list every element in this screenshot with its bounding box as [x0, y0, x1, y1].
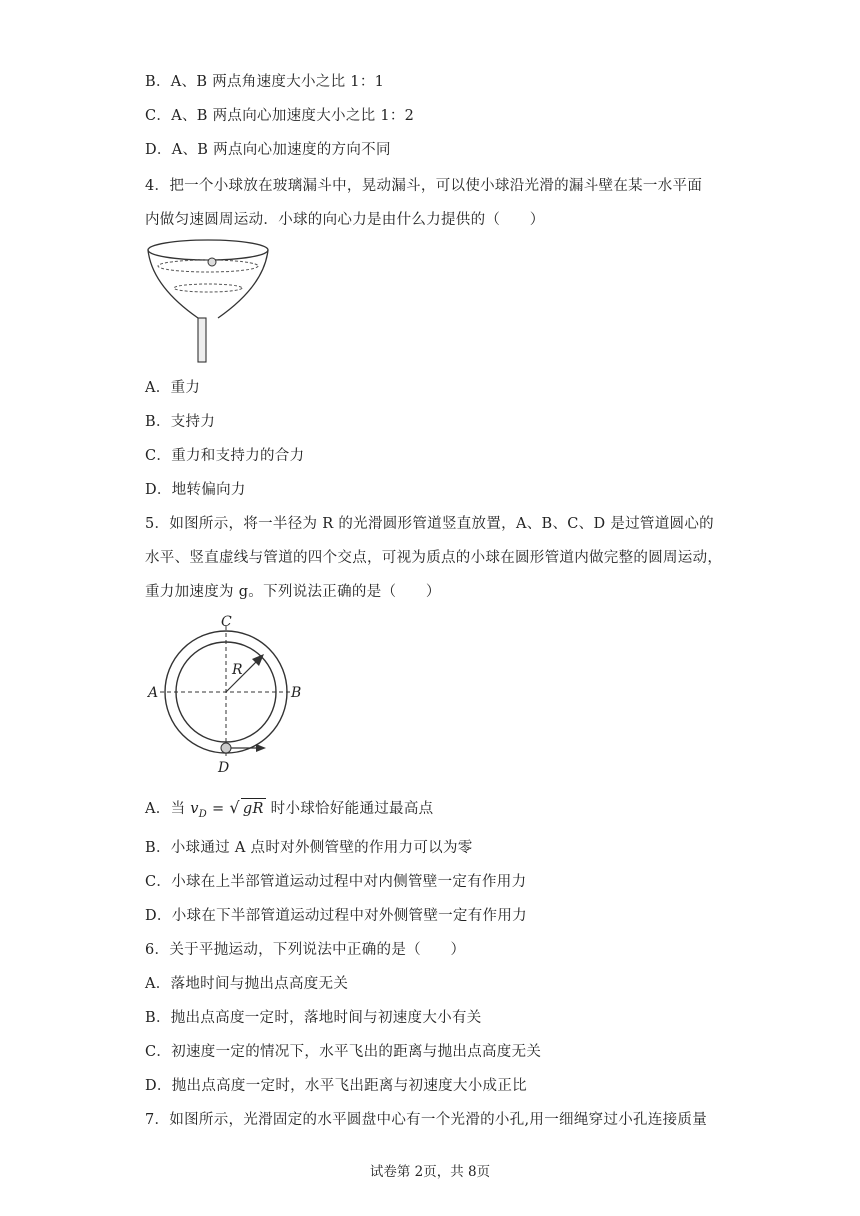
label-a: A — [148, 685, 159, 701]
formula-eq: = — [207, 801, 230, 817]
q5-option-d: D．小球在下半部管道运动过程中对外侧管壁一定有作用力 — [145, 908, 527, 924]
q6-option-a: A．落地时间与抛出点高度无关 — [145, 976, 349, 992]
question-7: 7．如图所示，光滑固定的水平圆盘中心有一个光滑的小孔,用一细绳穿过小孔连接质量 — [145, 1112, 708, 1128]
q6-option-b: B．抛出点高度一定时，落地时间与初速度大小有关 — [145, 1010, 482, 1026]
question-5-line3: 重力加速度为 g。下列说法正确的是（ ） — [145, 584, 441, 600]
q6-option-c: C．初速度一定的情况下，水平飞出的距离与抛出点高度无关 — [145, 1044, 542, 1060]
question-5-line1: 5．如图所示，将一半径为 R 的光滑圆形管道竖直放置，A、B、C、D 是过管道圆心的 — [145, 516, 714, 532]
label-b: B — [291, 685, 302, 701]
option-c: C．A、B 两点向心加速度大小之比 1：2 — [145, 108, 415, 124]
formula-gr: gR — [241, 798, 266, 819]
q4-option-d: D．地转偏向力 — [145, 482, 246, 498]
option-b: B．A、B 两点角速度大小之比 1：1 — [145, 74, 385, 90]
label-r: R — [232, 662, 243, 678]
q6-option-d: D．抛出点高度一定时，水平飞出距离与初速度大小成正比 — [145, 1078, 527, 1094]
q5-option-a-suffix: 时小球恰好能通过最高点 — [270, 801, 434, 817]
q4-option-c: C．重力和支持力的合力 — [145, 448, 305, 464]
question-5-line2: 水平、竖直虚线与管道的四个交点，可视为质点的小球在圆形管道内做完整的圆周运动， — [145, 550, 723, 566]
sqrt-icon: √ — [229, 798, 240, 817]
q5-option-a — [145, 798, 433, 825]
q4-option-a: A．重力 — [145, 380, 201, 396]
question-6: 6．关于平抛运动，下列说法中正确的是（ ） — [145, 942, 466, 958]
q5-option-b: B．小球通过 A 点时对外侧管壁的作用力可以为零 — [145, 840, 473, 856]
page-footer: 试卷第 2页，共 8页 — [369, 1164, 491, 1180]
label-c: C — [221, 614, 232, 630]
formula-v: v — [190, 801, 199, 817]
q5-option-c: C．小球在上半部管道运动过程中对内侧管壁一定有作用力 — [145, 874, 527, 890]
formula-vd — [190, 798, 265, 825]
q4-option-b: B．支持力 — [145, 414, 216, 430]
option-d: D．A、B 两点向心加速度的方向不同 — [145, 142, 391, 158]
q5-option-a-prefix: A．当 — [145, 801, 186, 817]
circular-tube-figure — [140, 614, 310, 776]
formula-sub-d: D — [198, 808, 208, 820]
funnel-figure — [140, 236, 280, 366]
label-d: D — [218, 760, 230, 776]
question-4-line2: 内做匀速圆周运动．小球的向心力是由什么力提供的（ ） — [145, 212, 545, 228]
question-4-line1: 4．把一个小球放在玻璃漏斗中，晃动漏斗，可以使小球沿光滑的漏斗壁在某一水平面 — [145, 178, 703, 194]
